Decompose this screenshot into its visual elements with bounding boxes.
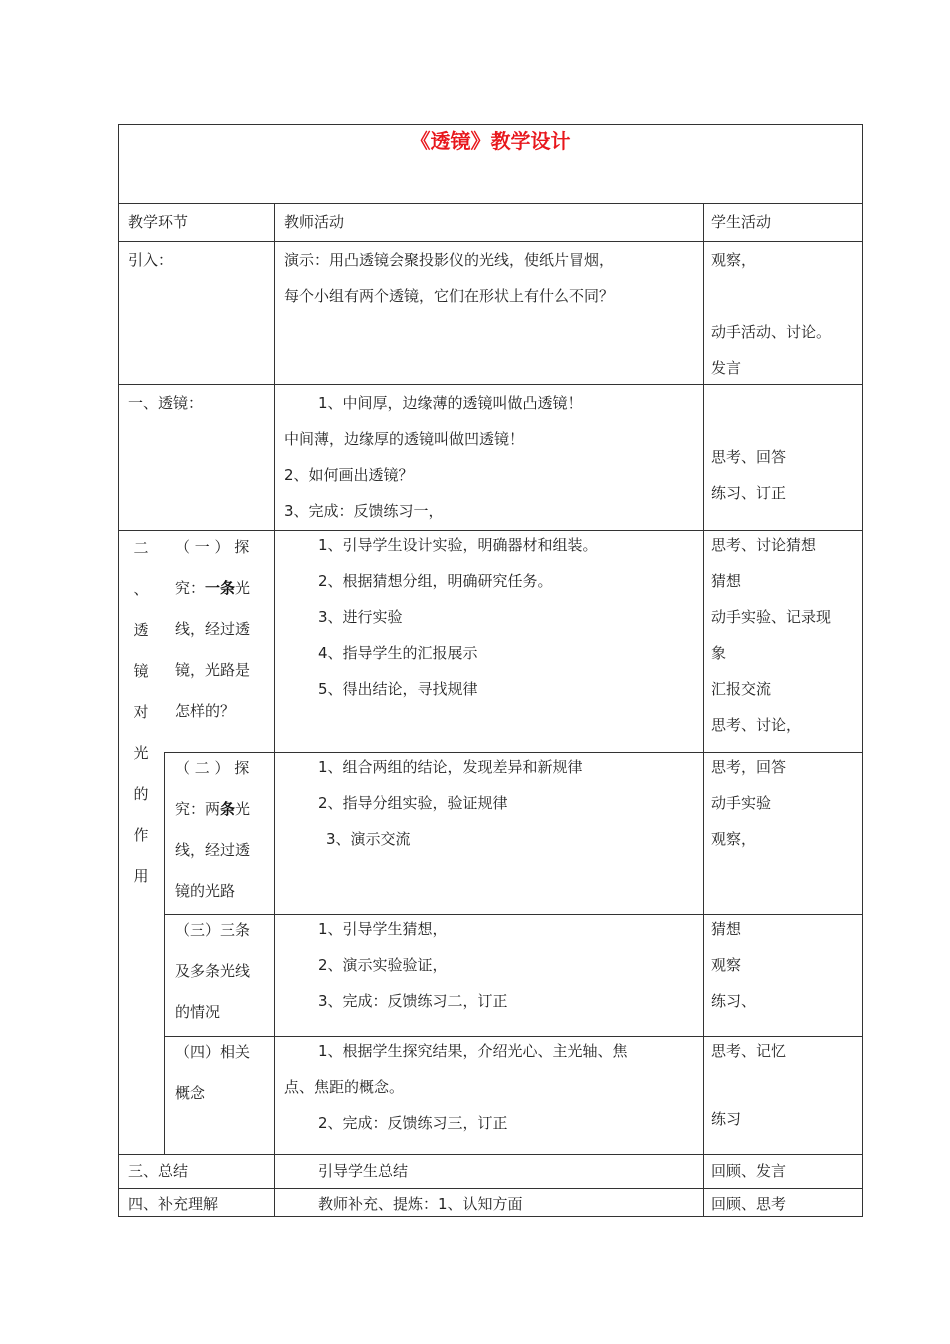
text-line: （三）三条	[175, 921, 251, 939]
text-line: 思考、讨论，	[711, 716, 802, 734]
text-line: 思考，回答	[711, 758, 787, 776]
text-fragment: 究：	[175, 579, 206, 597]
text-line: 3、进行实验	[318, 608, 403, 626]
text-line: 2、如何画出透镜？	[284, 466, 414, 484]
vertical-char: 对	[133, 703, 149, 721]
sub4-student	[711, 1033, 786, 1137]
text-line: 4、指导学生的汇报展示	[318, 644, 478, 662]
sub1-label	[175, 527, 250, 732]
vertical-char: 作	[133, 826, 149, 844]
supplement-student: 回顾、思考	[711, 1195, 787, 1213]
text-line: 线，经过透	[175, 620, 251, 638]
text-line: 思考、记忆	[711, 1042, 787, 1060]
vertical-char: 用	[133, 867, 149, 885]
sub4-label	[175, 1032, 250, 1114]
text-line	[175, 789, 250, 830]
text-line: 概念	[175, 1084, 206, 1102]
text-line: 观察，	[711, 251, 757, 269]
summary-student: 回顾、发言	[711, 1162, 787, 1180]
text-line: 观察，	[711, 830, 757, 848]
text-line: 2、完成：反馈练习三，订正	[318, 1114, 508, 1132]
text-line: （ 一 ） 探	[175, 538, 250, 556]
text-line: 动手活动、讨论。	[711, 323, 832, 341]
vertical-char: 透	[133, 621, 149, 639]
text-line: 3、完成：反馈练习二，订正	[318, 992, 508, 1010]
text-line	[711, 278, 831, 314]
text-line: 发言	[711, 359, 742, 377]
sub2-student	[711, 749, 786, 857]
emphasis-text: 条	[220, 800, 236, 818]
text-line: 猜想	[711, 572, 742, 590]
intro-stage: 引入：	[128, 251, 174, 269]
text-line: 1、根据学生探究结果，介绍光心、主光轴、焦	[318, 1042, 628, 1060]
column-divider	[703, 203, 704, 1217]
text-line: 2、根据猜想分组，明确研究任务。	[318, 572, 553, 590]
column-divider	[164, 752, 165, 1154]
text-line: 怎样的？	[175, 702, 236, 720]
document-title: 《透镜》教学设计	[410, 129, 571, 153]
text-line: 中间薄，边缘厚的透镜叫做凹透镜！	[284, 430, 525, 448]
supplement-teacher: 教师补充、提炼：1、认知方面	[318, 1195, 523, 1213]
text-line: （四）相关	[175, 1043, 251, 1061]
text-line: 练习	[711, 1110, 742, 1128]
column-divider	[274, 203, 275, 1217]
text-line: 1、引导学生猜想，	[318, 920, 448, 938]
text-line: 思考、讨论猜想	[711, 536, 817, 554]
text-line: 5、得出结论，寻找规律	[318, 680, 478, 698]
summary-stage: 三、总结	[128, 1162, 189, 1180]
table-border-right	[862, 124, 863, 1217]
text-line: 点、焦距的概念。	[284, 1078, 405, 1096]
sub2-teacher	[284, 749, 583, 857]
text-line: 及多条光线	[175, 962, 251, 980]
text-line: 1、中间厚，边缘薄的透镜叫做凸透镜！	[318, 394, 583, 412]
text-line: 猜想	[711, 920, 742, 938]
sub1-teacher	[284, 527, 598, 707]
text-line	[711, 1069, 786, 1105]
text-line: 动手实验	[711, 794, 772, 812]
sub4-teacher	[284, 1033, 628, 1141]
text-line: 动手实验、记录现	[711, 608, 832, 626]
vertical-char: 镜	[133, 662, 149, 680]
summary-teacher: 引导学生总结	[318, 1162, 409, 1180]
text-line: 2、演示实验验证，	[318, 956, 448, 974]
text-fragment: 光	[235, 800, 251, 818]
text-line: 思考、回答	[711, 448, 787, 466]
text-fragment: 究：两	[175, 800, 221, 818]
text-line: 练习、	[711, 992, 757, 1010]
vertical-char: 、	[133, 580, 149, 598]
text-line: 1、引导学生设计实验，明确器材和组装。	[318, 536, 598, 554]
supplement-stage: 四、补充理解	[128, 1195, 219, 1213]
sub3-student	[711, 911, 756, 1019]
text-line: 3、演示交流	[326, 830, 411, 848]
text-line: 观察	[711, 956, 742, 974]
vertical-char: 光	[133, 744, 149, 762]
text-line: 1、组合两组的结论，发现差异和新规律	[318, 758, 583, 776]
lens-teacher	[284, 385, 583, 529]
text-line: 演示：用凸透镜会聚投影仪的光线，使纸片冒烟，	[284, 251, 615, 269]
text-line: （ 二 ） 探	[175, 759, 250, 777]
lens-student	[711, 439, 786, 511]
header-stage: 教学环节	[128, 213, 189, 231]
text-line	[175, 568, 250, 609]
header-student: 学生活动	[711, 213, 772, 231]
sub3-label	[175, 910, 250, 1033]
text-line: 每个小组有两个透镜，它们在形状上有什么不同？	[284, 287, 615, 305]
header-teacher: 教师活动	[284, 213, 345, 231]
lens-stage: 一、透镜：	[128, 394, 204, 412]
text-line: 汇报交流	[711, 680, 772, 698]
text-line: 的情况	[175, 1003, 221, 1021]
row-divider	[164, 914, 863, 915]
text-line: 练习、订正	[711, 484, 787, 502]
intro-teacher	[284, 242, 614, 314]
text-line: 象	[711, 644, 727, 662]
vertical-char: 二	[133, 539, 149, 557]
effect-stage-vertical	[118, 528, 164, 897]
vertical-char: 的	[133, 785, 149, 803]
text-fragment: 光	[235, 579, 251, 597]
intro-student	[711, 242, 831, 386]
text-line: 镜的光路	[175, 882, 236, 900]
emphasis-text: 一条	[205, 579, 236, 597]
sub3-teacher	[284, 911, 508, 1019]
text-line: 镜，光路是	[175, 661, 251, 679]
sub2-label	[175, 748, 250, 912]
text-line: 线，经过透	[175, 841, 251, 859]
text-line: 2、指导分组实验，验证规律	[318, 794, 508, 812]
sub1-student	[711, 527, 831, 743]
table-border-top	[118, 124, 863, 125]
text-line: 3、完成：反馈练习一，	[284, 502, 444, 520]
